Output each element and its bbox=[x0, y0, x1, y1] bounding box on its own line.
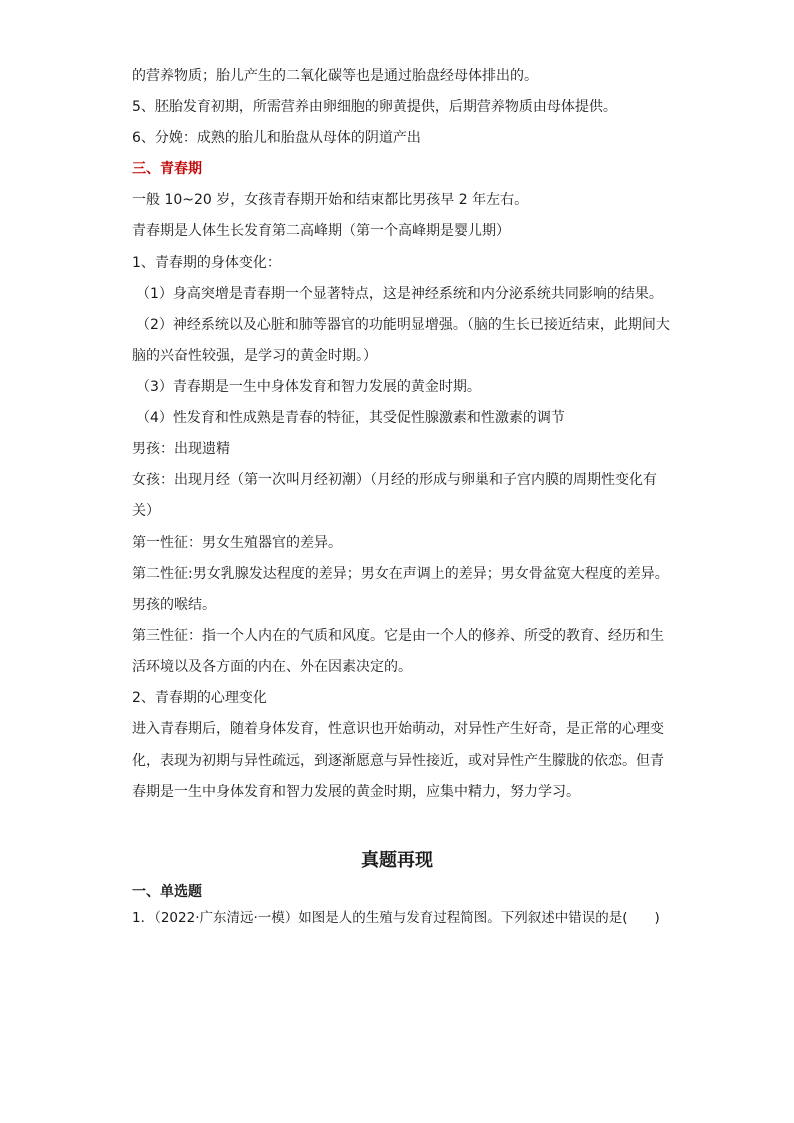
text-line: 一般 10~20 岁，女孩青春期开始和结束都比男孩早 2 年左右。 bbox=[132, 192, 529, 208]
text-line: 关） bbox=[132, 503, 160, 519]
text-line: 5、胚胎发育初期，所需营养由卵细胞的卵黄提供，后期营养物质由母体提供。 bbox=[132, 99, 617, 115]
text-line: 春期是一生中身体发育和智力发展的黄金时期，应集中精力，努力学习。 bbox=[132, 784, 580, 800]
text-line: 化，表现为初期与异性疏远，到逐渐愿意与异性接近，或对异性产生朦胧的依恋。但青 bbox=[132, 753, 664, 769]
text-line: 男孩：出现遗精 bbox=[132, 441, 230, 457]
text-line: 的营养物质；胎儿产生的二氧化碳等也是通过胎盘经母体排出的。 bbox=[132, 68, 538, 84]
section-heading-puberty: 三、青春期 bbox=[132, 161, 202, 177]
subheading-single-choice: 一、单选题 bbox=[132, 884, 202, 900]
text-line: 6、分娩：成熟的胎儿和胎盘从母体的阴道产出 bbox=[132, 130, 421, 146]
text-line: （4）性发育和性成熟是青春的特征，其受促性腺激素和性激素的调节 bbox=[136, 410, 565, 426]
section-title: 真题再现 bbox=[361, 850, 433, 871]
text-line: （2）神经系统以及心脏和肺等器官的功能明显增强。（脑的生长已接近结束，此期间大 bbox=[136, 317, 670, 333]
text-line: （3）青春期是一生中身体发育和智力发展的黄金时期。 bbox=[136, 379, 481, 395]
text-line: 男孩的喉结。 bbox=[132, 597, 216, 613]
text-line: 青春期是人体生长发育第二高峰期（第一个高峰期是婴儿期） bbox=[132, 223, 510, 239]
text-line: 第一性征：男女生殖器官的差异。 bbox=[132, 535, 342, 551]
text-line: 脑的兴奋性较强，是学习的黄金时期。） bbox=[132, 348, 377, 364]
text-line: 第二性征:男女乳腺发达程度的差异；男女在声调上的差异；男女骨盆宽大程度的差异。 bbox=[132, 566, 669, 582]
text-line: （1）身高突增是青春期一个显著特点，这是神经系统和内分泌系统共同影响的结果。 bbox=[136, 286, 663, 302]
text-line: 1、青春期的身体变化： bbox=[132, 255, 281, 271]
text-line: 活环境以及各方面的内在、外在因素决定的。 bbox=[132, 659, 412, 675]
text-line: 女孩：出现月经（第一次叫月经初潮）（月经的形成与卵巢和子宫内膜的周期性变化有 bbox=[132, 472, 657, 488]
question-1: 1．（2022·广东清远·一模）如图是人的生殖与发育过程简图。下列叙述中错误的是( ) bbox=[132, 910, 660, 926]
text-line: 第三性征：指一个人内在的气质和风度。它是由一个人的修养、所受的教育、经历和生 bbox=[132, 628, 664, 644]
text-line: 进入青春期后，随着身体发育，性意识也开始萌动，对异性产生好奇，是正常的心理变 bbox=[132, 721, 664, 737]
text-line: 2、青春期的心理变化 bbox=[132, 690, 267, 706]
